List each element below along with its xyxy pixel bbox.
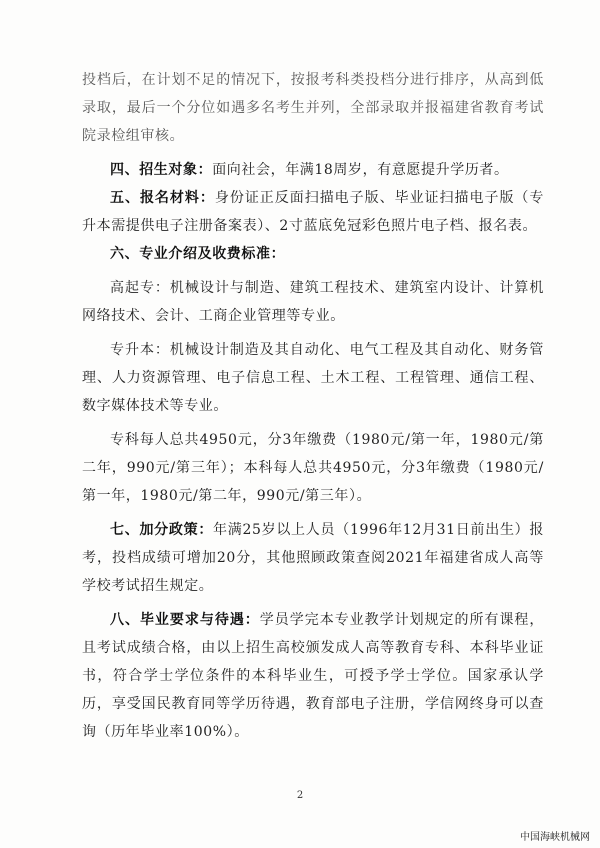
- paragraph-text: 高起专：机械设计与制造、建筑工程技术、建筑室内设计、计算机网络技术、会计、工商企业管理等专业。: [82, 280, 544, 324]
- paragraph-admission-continued: [82, 66, 544, 150]
- paragraph-text: 专科每人总共4950元，分3年缴费（1980元/第一年，1980元/第二年，990元/第三年）；本科每人总共4950元，分3年缴费（1980元/第一年，1980元/第二年，990元/第三年）。: [82, 432, 544, 504]
- paragraph-graduation: [82, 606, 544, 746]
- document-body: [82, 66, 544, 746]
- paragraph-gaoqizhuan-majors: [82, 274, 544, 330]
- page-number: 2: [296, 790, 304, 801]
- section-heading-4: 四、招生对象：: [110, 162, 213, 178]
- paragraph-zhuanshengben-majors: [82, 336, 544, 420]
- paragraph-application-materials: [82, 184, 544, 240]
- section-heading-8: 八、毕业要求与待遇：: [110, 612, 260, 628]
- paragraph-bonus-policy: [82, 516, 544, 600]
- paragraph-enrollment-target: [82, 156, 544, 184]
- section-heading-7: 七、加分政策：: [110, 522, 214, 538]
- site-watermark: 中国海峡机械网: [520, 832, 590, 843]
- paragraph-fees: [82, 426, 544, 510]
- section-heading-5: 五、报名材料：: [110, 190, 215, 206]
- paragraph-text: 专升本：机械设计制造及其自动化、电气工程及其自动化、财务管理、人力资源管理、电子信息工程、土木工程、工程管理、通信工程、数字媒体技术等专业。: [82, 342, 544, 414]
- section-heading-6: 六、专业介绍及收费标准：: [110, 246, 286, 262]
- paragraph-text: 年满25岁以上人员（1996年12月31日前出生）报考，投档成绩可增加20分，其他照顾政策查阅2021年福建省成人高等学校考试招生规定。: [82, 522, 545, 594]
- paragraph-text: 身份证正反面扫描电子版、毕业证扫描电子版（专升本需提供电子注册备案表）、2寸蓝底免冠彩色照片电子档、报名表。: [82, 190, 545, 234]
- paragraph-text: 学员学完本专业教学计划规定的所有课程，且考试成绩合格，由以上招生高校颁发成人高等教育专科、本科毕业证书，符合学士学位条件的本科毕业生，可授予学士学位。国家承认学历，享受国民教育同等学历待遇，教育部电子注册，学信网终身可以查询（历年毕业率100%）。: [82, 612, 545, 740]
- paragraph-majors-fees-heading: [82, 240, 544, 268]
- paragraph-text: 投档后，在计划不足的情况下，按报考科类投档分进行排序，从高到低录取，最后一个分位如遇多名考生并列，全部录取并报福建省教育考试院录检组审核。: [82, 72, 544, 144]
- paragraph-text: 面向社会，年满18周岁，有意愿提升学历者。: [212, 162, 509, 178]
